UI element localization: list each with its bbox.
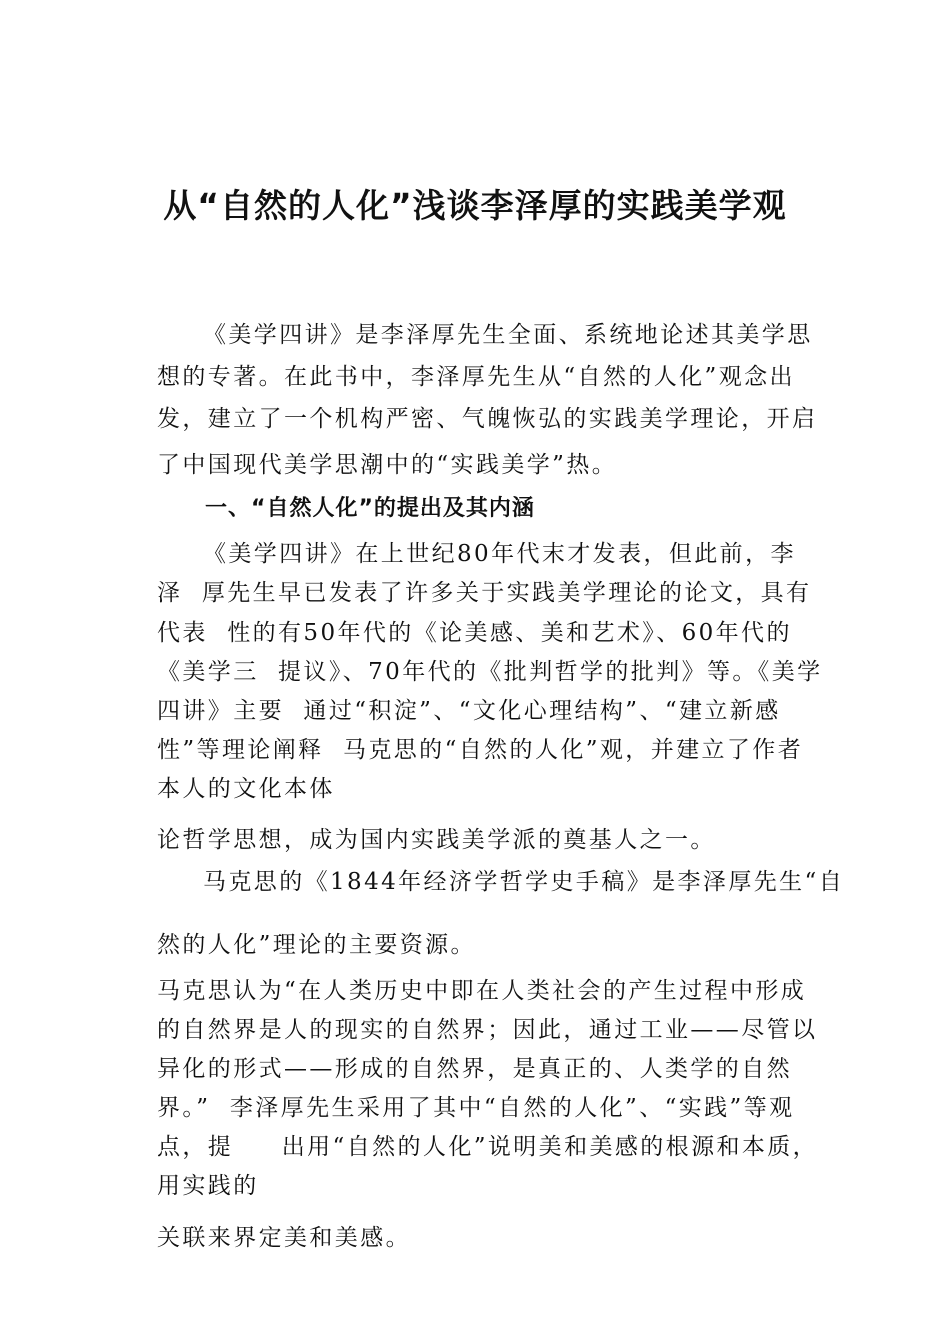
text-line: 四讲》主要 通过“积淀”、“文化心理结构”、“建立新感 bbox=[157, 698, 781, 724]
document-title: 从“自然的人化”浅谈李泽厚的实践美学观 bbox=[163, 186, 787, 225]
text-line: 点，提 出用“自然的人化”说明美和美感的根源和本质， bbox=[157, 1134, 819, 1160]
text-line: 异化的形式——形成的自然界，是真正的、人类学的自然 bbox=[157, 1056, 792, 1082]
text-line: 想的专著。在此书中，李泽厚先生从“自然的人化”观念出 bbox=[157, 364, 795, 390]
text-line: 马克思认为“在人类历史中即在人类社会的产生过程中形成 bbox=[157, 978, 807, 1004]
text-line: 的自然界是人的现实的自然界；因此，通过工业——尽管以 bbox=[157, 1017, 818, 1043]
text-line: 发，建立了一个机构严密、气魄恢弘的实践美学理论，开启 bbox=[157, 406, 818, 432]
text-line: 了中国现代美学思潮中的“实践美学”热。 bbox=[157, 452, 618, 478]
text-line: 然的人化”理论的主要资源。 bbox=[157, 932, 476, 958]
text-line: 《美学四讲》在上世纪80年代末才发表，但此前，李 bbox=[203, 541, 796, 567]
text-line: 代表 性的有50年代的《论美感、美和艺术》、60年代的 bbox=[157, 620, 792, 646]
text-line: 性”等理论阐释 马克思的“自然的人化”观，并建立了作者 bbox=[157, 737, 804, 763]
text-line: 《美学三 提议》、70年代的《批判哲学的批判》等。《美学 bbox=[157, 659, 823, 685]
section-heading: 一、“自然人化”的提出及其内涵 bbox=[205, 496, 535, 521]
text-line: 界。” 李泽厚先生采用了其中“自然的人化”、“实践”等观 bbox=[157, 1095, 795, 1121]
text-line: 用实践的 bbox=[157, 1173, 259, 1199]
text-line: 《美学四讲》是李泽厚先生全面、系统地论述其美学思 bbox=[203, 322, 813, 348]
text-line: 泽 厚先生早已发表了许多关于实践美学理论的论文，具有 bbox=[157, 580, 812, 606]
text-line: 马克思的《1844年经济学哲学史手稿》是李泽厚先生“自 bbox=[203, 869, 845, 895]
text-line: 关联来界定美和美感。 bbox=[157, 1225, 411, 1251]
text-line: 论哲学思想，成为国内实践美学派的奠基人之一。 bbox=[157, 827, 716, 853]
text-line: 本人的文化本体 bbox=[157, 776, 335, 802]
